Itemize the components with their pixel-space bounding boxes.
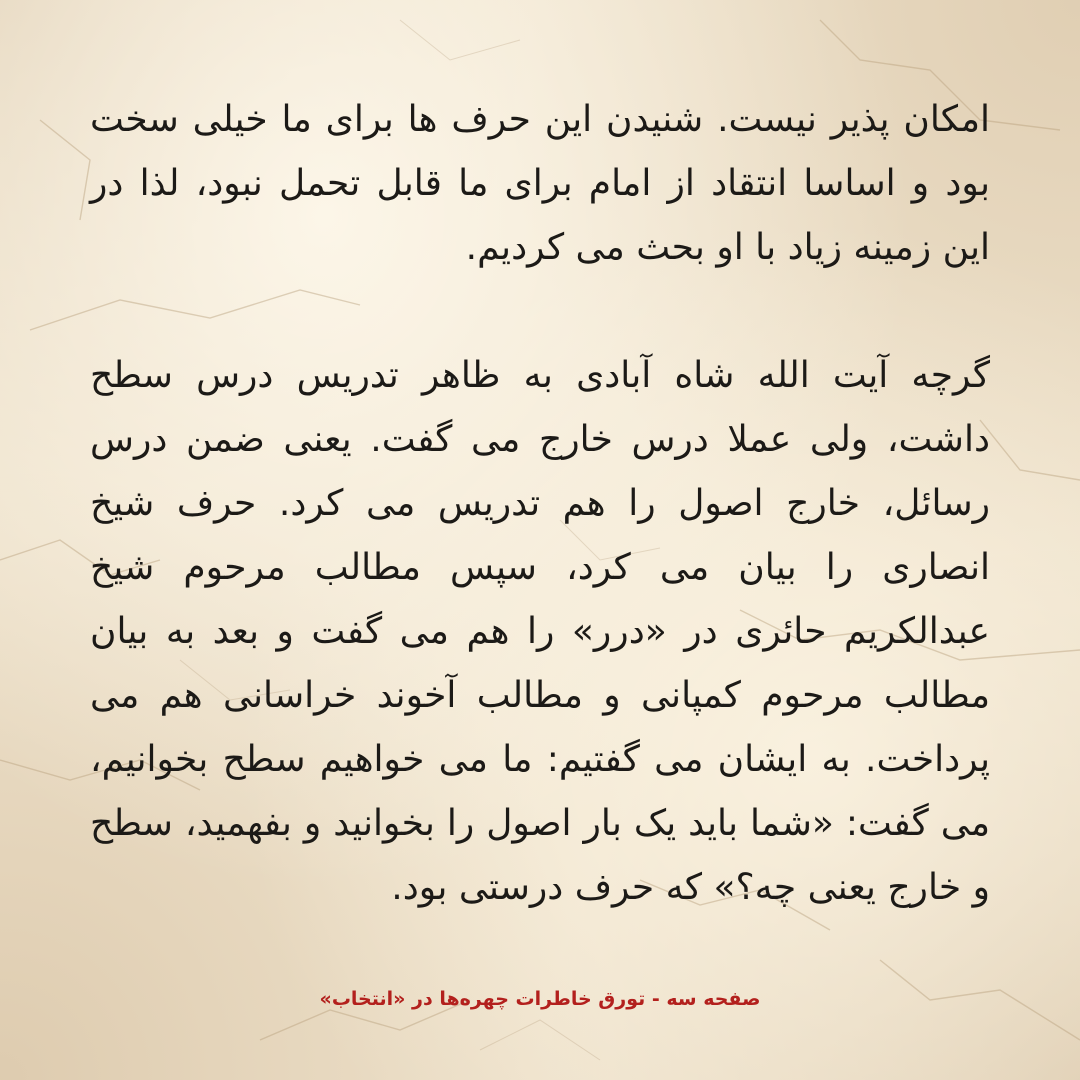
paragraph-1: امکان پذیر نیست. شنیدن این حرف ها برای ما خیلی سخت بود و اساسا انتقاد از امام برای ما قابل تحمل نبود، لذا در این زمینه زیاد با او بحث می کردیم.: [90, 99, 990, 268]
paragraph-2: گرچه آیت الله شاه آبادی به ظاهر تدریس درس سطح داشت، ولی عملا درس خارج می گفت. یعنی ضمن درس رسائل، خارج اصول را هم تدریس می کرد. حرف شیخ انصاری را بیان می کرد، سپس مطالب مرحوم شیخ عبدالکریم حائری در «درر» را هم می گفت و بعد به بیان مطالب مرحوم کمپانی و مطالب آخوند خراسانی هم می پرداخت. به ایشان می گفتیم: ما می خواهیم سطح بخوانیم، می گفت: «شما باید یک بار اصول را بخوانید و بفهمید، سطح و خارج یعنی چه؟» که حرف درستی بود.: [90, 355, 990, 908]
paragraph-gap: [90, 280, 990, 344]
source-caption: صفحه سه - تورق خاطرات چهره‌ها در «انتخاب»: [319, 988, 761, 1010]
article-body: [90, 88, 990, 920]
